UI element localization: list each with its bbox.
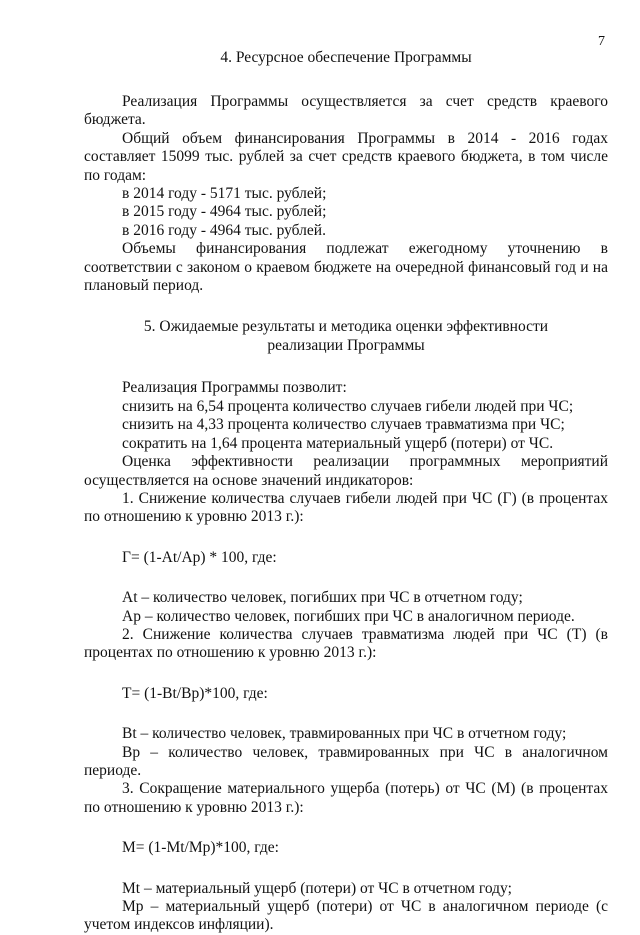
- funding-2015: в 2015 году - 4964 тыс. рублей;: [122, 203, 327, 221]
- formula-2: Т= (1-Bt/Bp)*100, где:: [122, 684, 268, 702]
- indicator-3: 3. Сокращение материального ущерба (потерь) от ЧС (М) (в процентах по отношению к уровню 2013 г.):: [84, 780, 608, 816]
- paragraph: Реализация Программы осуществляется за счет средств краевого бюджета.: [84, 93, 608, 129]
- definition: Mt – материальный ущерб (потери) от ЧС в отчетном году;: [122, 879, 512, 897]
- indicator-1: 1. Снижение количества случаев гибели людей при ЧС (Г) (в процентах по отношению к уровню 2013 г.):: [84, 489, 608, 526]
- formula-3: М= (1-Mt/Mp)*100, где:: [122, 839, 279, 857]
- result-item: снизить на 6,54 процента количество случаев гибели людей при ЧС;: [122, 397, 574, 415]
- definition: At – количество человек, погибших при ЧС в отчетном году;: [122, 589, 523, 607]
- section-5-heading-line1: 5. Ожидаемые результаты и методика оценки эффективности: [143, 318, 549, 336]
- paragraph: Объемы финансирования подлежат ежегодному уточнению в соответствии с законом о краевом бюджете на очередной финансовый год и на плановый период.: [84, 240, 608, 295]
- page-number: 7: [598, 34, 605, 49]
- formula-1: Г= (1-At/Ap) * 100, где:: [122, 548, 277, 566]
- result-item: снизить на 4,33 процента количество случаев травматизма при ЧС;: [122, 416, 565, 434]
- result-item: сократить на 1,64 процента материальный ущерб (потери) от ЧС.: [122, 434, 554, 452]
- paragraph: Оценка эффективности реализации программных мероприятий осуществляется на основе значений индикаторов:: [84, 453, 608, 489]
- indicator-2: 2. Снижение количества случаев травматизма людей при ЧС (Т) (в процентах по отношению к уровню 2013 г.):: [84, 625, 608, 662]
- section-5-heading-line2: реализации Программы: [267, 337, 425, 355]
- definition: Mp – материальный ущерб (потери) от ЧС в аналогичном периоде (с учетом индексов инфляции).: [84, 898, 608, 934]
- definition: Bt – количество человек, травмированных при ЧС в отчетном году;: [122, 725, 567, 743]
- section-4-heading: 4. Ресурсное обеспечение Программы: [220, 49, 472, 66]
- paragraph: Общий объем финансирования Программы в 2014 - 2016 годах составляет 15099 тыс. рублей за счет средств краевого бюджета, в том числе по годам:: [84, 129, 608, 184]
- funding-2014: в 2014 году - 5171 тыс. рублей;: [122, 185, 327, 203]
- section-5-heading: [84, 317, 608, 355]
- paragraph: Реализация Программы позволит:: [122, 379, 347, 397]
- funding-2016: в 2016 году - 4964 тыс. рублей.: [122, 221, 326, 239]
- definition: Ap – количество человек, погибших при ЧС в аналогичном периоде.: [122, 607, 575, 625]
- definition: Bp – количество человек, травмированных при ЧС в аналогичном периоде.: [84, 743, 608, 779]
